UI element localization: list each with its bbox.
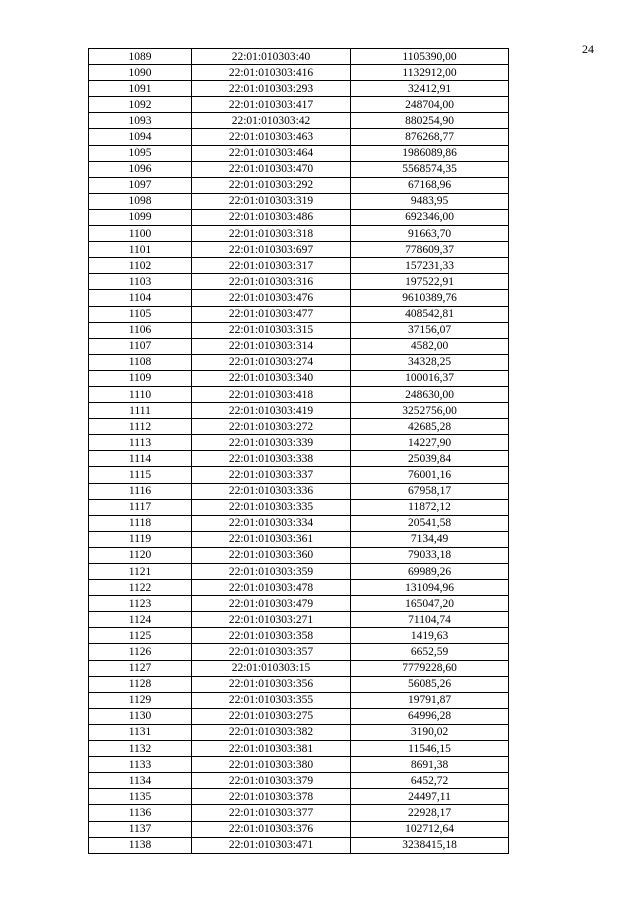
row-number-cell: 1105 (89, 306, 192, 322)
cadastral-number-cell: 22:01:010303:359 (192, 564, 351, 580)
row-number-cell: 1122 (89, 580, 192, 596)
row-number-cell: 1107 (89, 338, 192, 354)
table-row (89, 242, 509, 258)
cadastral-number-cell: 22:01:010303:337 (192, 467, 351, 483)
table-row (89, 692, 509, 708)
cadastral-value-cell: 197522,91 (351, 274, 509, 290)
row-number-cell: 1095 (89, 145, 192, 161)
cadastral-value-cell: 102712,64 (351, 821, 509, 837)
row-number-cell: 1130 (89, 708, 192, 724)
table-row (89, 419, 509, 435)
cadastral-value-cell: 37156,07 (351, 322, 509, 338)
table-row (89, 306, 509, 322)
row-number-cell: 1104 (89, 290, 192, 306)
table-row (89, 515, 509, 531)
table-row (89, 81, 509, 97)
cadastral-value-cell: 14227,90 (351, 435, 509, 451)
cadastral-value-cell: 56085,26 (351, 676, 509, 692)
cadastral-value-cell: 248630,00 (351, 386, 509, 402)
table-row (89, 499, 509, 515)
table-row (89, 837, 509, 853)
cadastral-value-cell: 34328,25 (351, 354, 509, 370)
cadastral-value-cell: 876268,77 (351, 129, 509, 145)
cadastral-number-cell: 22:01:010303:416 (192, 65, 351, 81)
cadastral-value-cell: 157231,33 (351, 258, 509, 274)
table-row (89, 97, 509, 113)
cadastral-value-cell: 8691,38 (351, 757, 509, 773)
cadastral-value-cell: 9483,95 (351, 193, 509, 209)
cadastral-number-cell: 22:01:010303:314 (192, 338, 351, 354)
cadastral-value-cell: 165047,20 (351, 596, 509, 612)
row-number-cell: 1119 (89, 531, 192, 547)
cadastral-number-cell: 22:01:010303:292 (192, 177, 351, 193)
row-number-cell: 1113 (89, 435, 192, 451)
table-row (89, 628, 509, 644)
cadastral-value-cell: 880254,90 (351, 113, 509, 129)
cadastral-value-cell: 5568574,35 (351, 161, 509, 177)
cadastral-value-cell: 1419,63 (351, 628, 509, 644)
cadastral-number-cell: 22:01:010303:476 (192, 290, 351, 306)
cadastral-value-cell: 692346,00 (351, 209, 509, 225)
cadastral-number-cell: 22:01:010303:42 (192, 113, 351, 129)
cadastral-value-cell: 91663,70 (351, 226, 509, 242)
cadastral-value-table (88, 48, 509, 854)
cadastral-value-cell: 3252756,00 (351, 403, 509, 419)
table-row (89, 644, 509, 660)
cadastral-value-cell: 67958,17 (351, 483, 509, 499)
cadastral-number-cell: 22:01:010303:356 (192, 676, 351, 692)
cadastral-number-cell: 22:01:010303:318 (192, 226, 351, 242)
table-row (89, 322, 509, 338)
row-number-cell: 1132 (89, 741, 192, 757)
cadastral-number-cell: 22:01:010303:335 (192, 499, 351, 515)
row-number-cell: 1106 (89, 322, 192, 338)
cadastral-number-cell: 22:01:010303:379 (192, 773, 351, 789)
table-row (89, 789, 509, 805)
row-number-cell: 1138 (89, 837, 192, 853)
row-number-cell: 1101 (89, 242, 192, 258)
row-number-cell: 1115 (89, 467, 192, 483)
cadastral-value-cell: 20541,58 (351, 515, 509, 531)
table-row (89, 129, 509, 145)
row-number-cell: 1116 (89, 483, 192, 499)
table-row (89, 531, 509, 547)
cadastral-number-cell: 22:01:010303:376 (192, 821, 351, 837)
cadastral-value-cell: 22928,17 (351, 805, 509, 821)
row-number-cell: 1103 (89, 274, 192, 290)
row-number-cell: 1102 (89, 258, 192, 274)
row-number-cell: 1100 (89, 226, 192, 242)
row-number-cell: 1118 (89, 515, 192, 531)
row-number-cell: 1137 (89, 821, 192, 837)
cadastral-number-cell: 22:01:010303:15 (192, 660, 351, 676)
table-row (89, 741, 509, 757)
table-row (89, 209, 509, 225)
cadastral-value-cell: 42685,28 (351, 419, 509, 435)
row-number-cell: 1111 (89, 403, 192, 419)
table-row (89, 596, 509, 612)
cadastral-number-cell: 22:01:010303:355 (192, 692, 351, 708)
row-number-cell: 1090 (89, 65, 192, 81)
cadastral-number-cell: 22:01:010303:272 (192, 419, 351, 435)
table-row (89, 258, 509, 274)
row-number-cell: 1125 (89, 628, 192, 644)
table-row (89, 290, 509, 306)
table-row (89, 676, 509, 692)
cadastral-number-cell: 22:01:010303:479 (192, 596, 351, 612)
cadastral-value-cell: 19791,87 (351, 692, 509, 708)
table-row (89, 483, 509, 499)
table-row (89, 805, 509, 821)
page-number: 24 (582, 42, 594, 56)
table-row (89, 564, 509, 580)
table-row (89, 403, 509, 419)
cadastral-value-cell: 11872,12 (351, 499, 509, 515)
table-row (89, 113, 509, 129)
cadastral-value-cell: 9610389,76 (351, 290, 509, 306)
cadastral-number-cell: 22:01:010303:418 (192, 386, 351, 402)
cadastral-number-cell: 22:01:010303:478 (192, 580, 351, 596)
cadastral-value-cell: 4582,00 (351, 338, 509, 354)
cadastral-number-cell: 22:01:010303:275 (192, 708, 351, 724)
row-number-cell: 1091 (89, 81, 192, 97)
cadastral-number-cell: 22:01:010303:319 (192, 193, 351, 209)
cadastral-value-cell: 3190,02 (351, 724, 509, 740)
table-row (89, 49, 509, 65)
table-row (89, 821, 509, 837)
row-number-cell: 1093 (89, 113, 192, 129)
cadastral-value-cell: 1105390,00 (351, 49, 509, 65)
cadastral-value-cell: 408542,81 (351, 306, 509, 322)
cadastral-value-cell: 1132912,00 (351, 65, 509, 81)
table-row (89, 161, 509, 177)
table-row (89, 547, 509, 563)
table-row (89, 145, 509, 161)
cadastral-value-cell: 6452,72 (351, 773, 509, 789)
cadastral-number-cell: 22:01:010303:378 (192, 789, 351, 805)
row-number-cell: 1136 (89, 805, 192, 821)
cadastral-value-cell: 32412,91 (351, 81, 509, 97)
cadastral-value-cell: 76001,16 (351, 467, 509, 483)
row-number-cell: 1129 (89, 692, 192, 708)
cadastral-value-cell: 69989,26 (351, 564, 509, 580)
table-row (89, 467, 509, 483)
row-number-cell: 1097 (89, 177, 192, 193)
row-number-cell: 1109 (89, 370, 192, 386)
cadastral-number-cell: 22:01:010303:419 (192, 403, 351, 419)
table-row (89, 451, 509, 467)
row-number-cell: 1096 (89, 161, 192, 177)
table-row (89, 580, 509, 596)
cadastral-number-cell: 22:01:010303:470 (192, 161, 351, 177)
cadastral-number-cell: 22:01:010303:293 (192, 81, 351, 97)
table-row (89, 435, 509, 451)
row-number-cell: 1133 (89, 757, 192, 773)
cadastral-value-cell: 100016,37 (351, 370, 509, 386)
cadastral-value-cell: 11546,15 (351, 741, 509, 757)
table-row (89, 193, 509, 209)
cadastral-number-cell: 22:01:010303:360 (192, 547, 351, 563)
cadastral-number-cell: 22:01:010303:336 (192, 483, 351, 499)
table-row (89, 612, 509, 628)
cadastral-value-cell: 6652,59 (351, 644, 509, 660)
cadastral-value-cell: 1986089,86 (351, 145, 509, 161)
row-number-cell: 1117 (89, 499, 192, 515)
row-number-cell: 1099 (89, 209, 192, 225)
cadastral-number-cell: 22:01:010303:334 (192, 515, 351, 531)
table-row (89, 338, 509, 354)
cadastral-number-cell: 22:01:010303:338 (192, 451, 351, 467)
cadastral-value-cell: 3238415,18 (351, 837, 509, 853)
cadastral-value-cell: 25039,84 (351, 451, 509, 467)
row-number-cell: 1089 (89, 49, 192, 65)
cadastral-number-cell: 22:01:010303:358 (192, 628, 351, 644)
row-number-cell: 1128 (89, 676, 192, 692)
table-row (89, 660, 509, 676)
cadastral-number-cell: 22:01:010303:697 (192, 242, 351, 258)
row-number-cell: 1092 (89, 97, 192, 113)
cadastral-value-cell: 79033,18 (351, 547, 509, 563)
row-number-cell: 1126 (89, 644, 192, 660)
cadastral-number-cell: 22:01:010303:315 (192, 322, 351, 338)
cadastral-number-cell: 22:01:010303:486 (192, 209, 351, 225)
cadastral-value-cell: 248704,00 (351, 97, 509, 113)
table-row (89, 177, 509, 193)
cadastral-number-cell: 22:01:010303:361 (192, 531, 351, 547)
cadastral-value-cell: 71104,74 (351, 612, 509, 628)
cadastral-value-cell: 24497,11 (351, 789, 509, 805)
row-number-cell: 1110 (89, 386, 192, 402)
cadastral-value-cell: 7779228,60 (351, 660, 509, 676)
cadastral-number-cell: 22:01:010303:377 (192, 805, 351, 821)
row-number-cell: 1127 (89, 660, 192, 676)
table-row (89, 65, 509, 81)
row-number-cell: 1123 (89, 596, 192, 612)
row-number-cell: 1131 (89, 724, 192, 740)
row-number-cell: 1112 (89, 419, 192, 435)
cadastral-number-cell: 22:01:010303:382 (192, 724, 351, 740)
table-row (89, 757, 509, 773)
cadastral-number-cell: 22:01:010303:274 (192, 354, 351, 370)
row-number-cell: 1135 (89, 789, 192, 805)
row-number-cell: 1124 (89, 612, 192, 628)
cadastral-number-cell: 22:01:010303:417 (192, 97, 351, 113)
table-row (89, 708, 509, 724)
cadastral-number-cell: 22:01:010303:380 (192, 757, 351, 773)
row-number-cell: 1108 (89, 354, 192, 370)
cadastral-number-cell: 22:01:010303:316 (192, 274, 351, 290)
cadastral-number-cell: 22:01:010303:471 (192, 837, 351, 853)
row-number-cell: 1114 (89, 451, 192, 467)
cadastral-number-cell: 22:01:010303:463 (192, 129, 351, 145)
cadastral-value-cell: 64996,28 (351, 708, 509, 724)
cadastral-number-cell: 22:01:010303:357 (192, 644, 351, 660)
cadastral-number-cell: 22:01:010303:477 (192, 306, 351, 322)
cadastral-number-cell: 22:01:010303:339 (192, 435, 351, 451)
table-row (89, 226, 509, 242)
table-body (89, 49, 509, 854)
row-number-cell: 1098 (89, 193, 192, 209)
cadastral-number-cell: 22:01:010303:381 (192, 741, 351, 757)
table-row (89, 724, 509, 740)
cadastral-value-cell: 7134,49 (351, 531, 509, 547)
row-number-cell: 1121 (89, 564, 192, 580)
cadastral-number-cell: 22:01:010303:271 (192, 612, 351, 628)
cadastral-value-cell: 67168,96 (351, 177, 509, 193)
table-row (89, 773, 509, 789)
table-row (89, 274, 509, 290)
cadastral-number-cell: 22:01:010303:317 (192, 258, 351, 274)
row-number-cell: 1134 (89, 773, 192, 789)
table-row (89, 386, 509, 402)
table-row (89, 370, 509, 386)
row-number-cell: 1120 (89, 547, 192, 563)
cadastral-number-cell: 22:01:010303:40 (192, 49, 351, 65)
cadastral-value-cell: 778609,37 (351, 242, 509, 258)
row-number-cell: 1094 (89, 129, 192, 145)
cadastral-value-cell: 131094,96 (351, 580, 509, 596)
cadastral-number-cell: 22:01:010303:340 (192, 370, 351, 386)
cadastral-number-cell: 22:01:010303:464 (192, 145, 351, 161)
table-row (89, 354, 509, 370)
